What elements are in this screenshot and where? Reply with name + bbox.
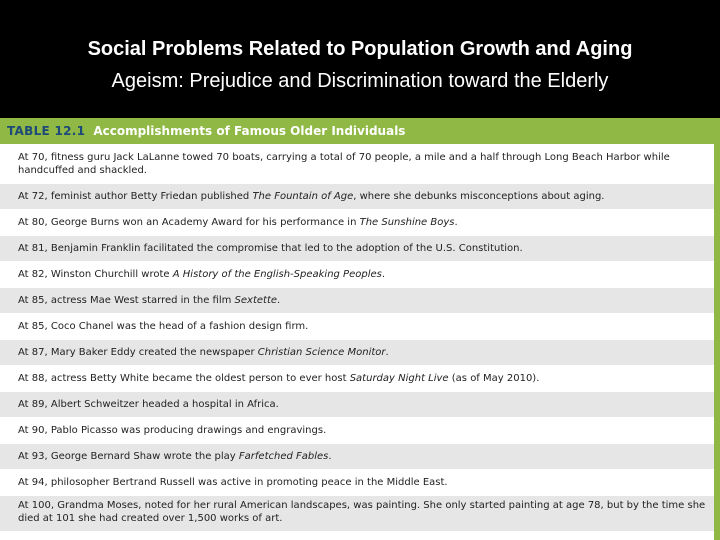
table-row [0,340,714,366]
table-title: Accomplishments of Famous Older Individuals [93,124,406,138]
row-text: At 81, Benjamin Franklin facilitated the compromise that led to the adoption of the U.S. Constitution. [18,243,523,254]
row-text-after: . [277,295,281,306]
slide-title: Social Problems Related to Population Growth and Aging [87,38,633,60]
row-italic-title: Christian Science Monitor [257,347,386,358]
table-body [0,144,720,540]
row-text-after: . [385,347,389,358]
row-text-after: (as of May 2010). [448,373,540,384]
table-row [0,210,714,236]
row-italic-title: The Sunshine Boys [359,217,455,228]
slide-header [0,0,720,118]
table-row [0,470,714,496]
table-row [0,366,714,392]
table-row [0,392,714,418]
row-text: At 80, George Burns won an Academy Award for his performance in [18,217,360,228]
row-text: At 87, Mary Baker Eddy created the newspaper [18,347,258,358]
table-row [0,496,714,532]
row-text: At 72, feminist author Betty Friedan published [18,191,253,202]
row-italic-title: A History of the English-Speaking Peoples [172,269,382,280]
row-italic-title: Saturday Night Live [349,373,449,384]
row-text: At 89, Albert Schweitzer headed a hospital in Africa. [18,399,279,410]
slide-subtitle: Ageism: Prejudice and Discrimination toward the Elderly [111,70,609,92]
table [0,118,720,540]
table-row [0,418,714,444]
table-row [0,144,714,184]
table-row [0,288,714,314]
table-row [0,262,714,288]
row-italic-title: The Fountain of Age [252,191,354,202]
row-text: At 82, Winston Churchill wrote [18,269,173,280]
row-text-after: , where she debunks misconceptions about aging. [353,191,605,202]
row-text: At 85, Coco Chanel was the head of a fashion design firm. [18,321,309,332]
table-header [0,118,720,144]
table-label: TABLE 12.1 [7,124,86,138]
table-row [0,236,714,262]
row-italic-title: Farfetched Fables [238,451,329,462]
row-text: At 93, George Bernard Shaw wrote the play [18,451,239,462]
table-row [0,444,714,470]
row-text: At 85, actress Mae West starred in the film [18,295,235,306]
table-row [0,314,714,340]
row-text: At 88, actress Betty White became the oldest person to ever host [18,373,350,384]
row-text-after: . [454,217,458,228]
row-italic-title: Sextette [234,295,278,306]
row-text: At 70, fitness guru Jack LaLanne towed 70 boats, carrying a total of 70 people, a mile and a half through Long Beach Harbor while handcuffed and shackled. [18,152,670,176]
row-text: At 100, Grandma Moses, noted for her rural American landscapes, was painting. She only started painting at age 78, but by the time she died at 101 she had created over 1,500 works of art. [18,500,706,524]
row-text: At 90, Pablo Picasso was producing drawings and engravings. [18,425,327,436]
row-text-after: . [328,451,332,462]
table-row [0,184,714,210]
row-text: At 94, philosopher Bertrand Russell was active in promoting peace in the Middle East. [18,477,448,488]
row-text-after: . [381,269,386,280]
